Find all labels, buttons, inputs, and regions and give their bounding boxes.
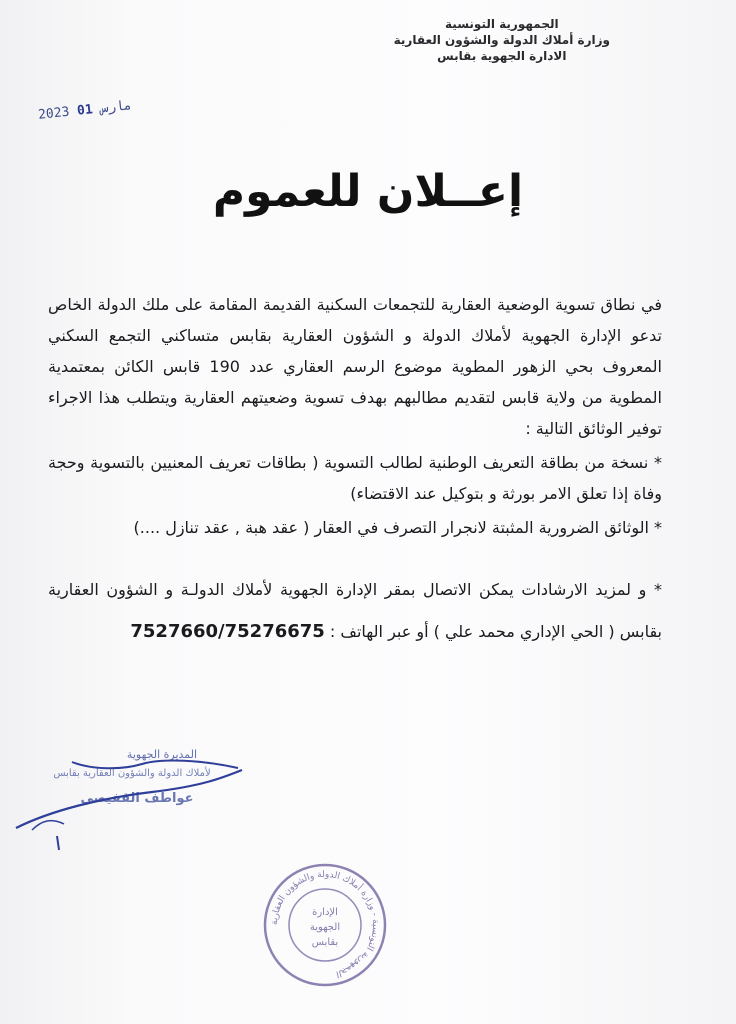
seal-inner-line: بقابس [311,937,339,948]
seal-inner-line: الإدارة [312,907,338,918]
announcement-body [48,289,662,653]
letterhead-directorate: الادارة الجهوية بقابس [437,49,567,63]
official-seal [260,860,390,990]
date-year: 2023 [37,104,71,123]
letterhead-republic: الجمهورية التونسية [445,17,559,31]
signature-stroke [32,821,64,830]
signature-name: عواطف القفيصي [80,791,194,806]
date-stamp [37,98,132,123]
required-document-item: * الوثائق الضرورية المثبتة لانجرار التصرف في العقار ( عقد هبة , عقد تنازل ....) [133,518,662,537]
signature-stroke [57,836,59,850]
signature-block [12,740,252,860]
date-month: مارس [99,98,133,117]
seal-inner-line: الجهوية [309,922,341,933]
intro-paragraph: في نطاق تسوية الوضعية العقارية للتجمعات السكنية القديمة المقامة على ملك الدولة الخاص تدعو الإدارة الجهوية لأملاك الدولة و الشؤون العقارية بقابس متساكني التجمع السكني المعروف بحي الزهور المطوية موضوع الرسم العقاري عدد 190 قابس الكائن بمعتمدية المطوية من ولاية قابس لتقديم مطالبهم بهدف تسوية وضعيتهم العقارية ويتطلب هذا الاجراء توفير الوثائق التالية : [48,295,662,438]
required-document-item: * نسخة من بطاقة التعريف الوطنية لطالب التسوية ( بطاقات تعريف المعنيين بالتسوية وحجة وفاة إذا تعلق الامر بورثة و بتوكيل عند الاقتضاء) [48,453,662,503]
date-day: 01 [76,102,94,119]
contact-paragraph [48,569,662,653]
page-title: إعــلان للعموم [212,166,524,217]
contact-text: * و لمزيد الارشادات يمكن الاتصال بمقر الإدارة الجهوية لأملاك الدولـة و الشؤون العقارية بقابس ( الحي الإداري محمد علي ) أو عبر الهاتف : [48,580,662,641]
signature-directorate: لأملاك الدولة والشؤون العقارية بقابس [53,768,211,779]
letterhead-ministry: وزارة أملاك الدولة والشؤون العقارية [393,33,610,47]
seal-outer-text: الجمهورية التونسية - وزارة أملاك الدولة والشؤون العقارية [269,869,381,979]
letterhead [394,16,610,64]
phone-number: 7527660/75276675 [130,621,325,642]
signature-title: المديرة الجهوية [126,748,198,761]
